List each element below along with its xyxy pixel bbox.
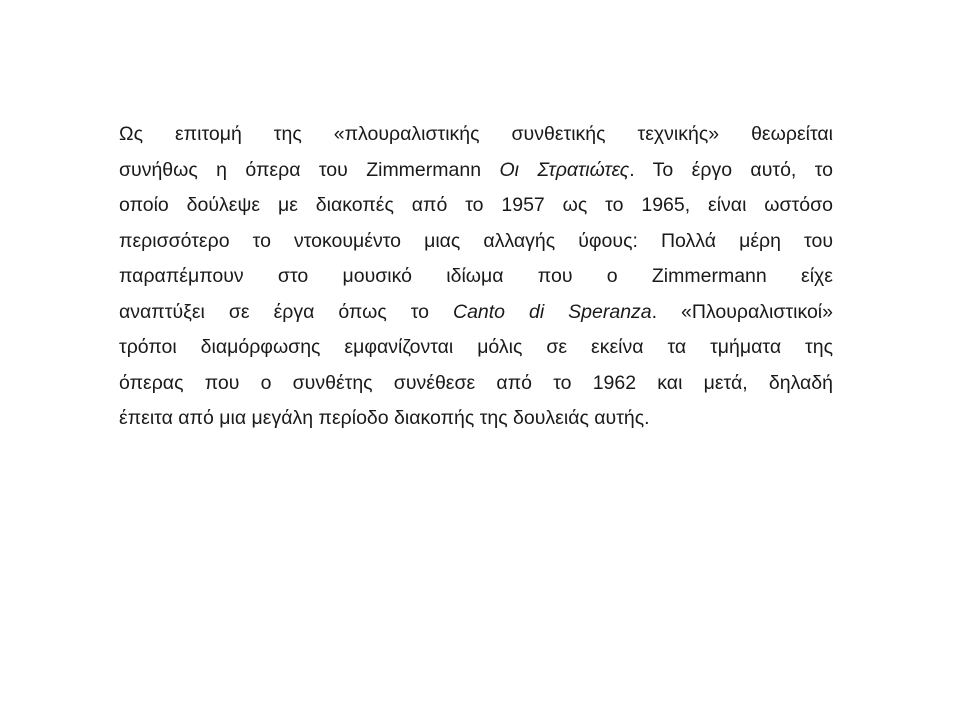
paragraph-line-4: περισσότερο το ντοκουμέντο μιας αλλαγής ύφους: Πολλά μέρη του (119, 229, 833, 252)
paragraph-line-5: παραπέμπουν στο μουσικό ιδίωμα που ο Zimmermann είχε (119, 265, 833, 287)
opera-title-italic: Οι Στρατιώτες (499, 158, 630, 181)
paragraph-line-9: έπειτα από μια μεγάλη περίοδο διακοπής της δουλειάς αυτής. (119, 407, 650, 429)
paragraph-line-6 (119, 295, 833, 331)
line-2-text-start: συνήθως η όπερα του Zimmermann (119, 158, 500, 181)
line-6-text-start: αναπτύξει σε έργα όπως το (119, 300, 453, 323)
paragraph-line-2 (119, 153, 833, 189)
paragraph-line-7: τρόποι διαμόρφωσης εμφανίζονται μόλις σε εκείνα τα τμήματα της (119, 336, 833, 358)
paragraph-line-8: όπερας που ο συνθέτης συνέθεσε από το 1962 και μετά, δηλαδή (119, 371, 833, 394)
paragraph-line-3: οποίο δούλεψε με διακοπές από το 1957 ως το 1965, είναι ωστόσο (119, 194, 833, 216)
paragraph-line-1: Ως επιτομή της «πλουραλιστικής συνθετικής τεχνικής» θεωρείται (119, 123, 833, 145)
work-title-italic: Canto di Speranza (452, 300, 652, 323)
line-6-text-end: . «Πλουραλιστικοί» (651, 300, 833, 323)
line-2-text-end: . Το έργο αυτό, το (629, 158, 833, 181)
body-paragraph (119, 117, 833, 437)
